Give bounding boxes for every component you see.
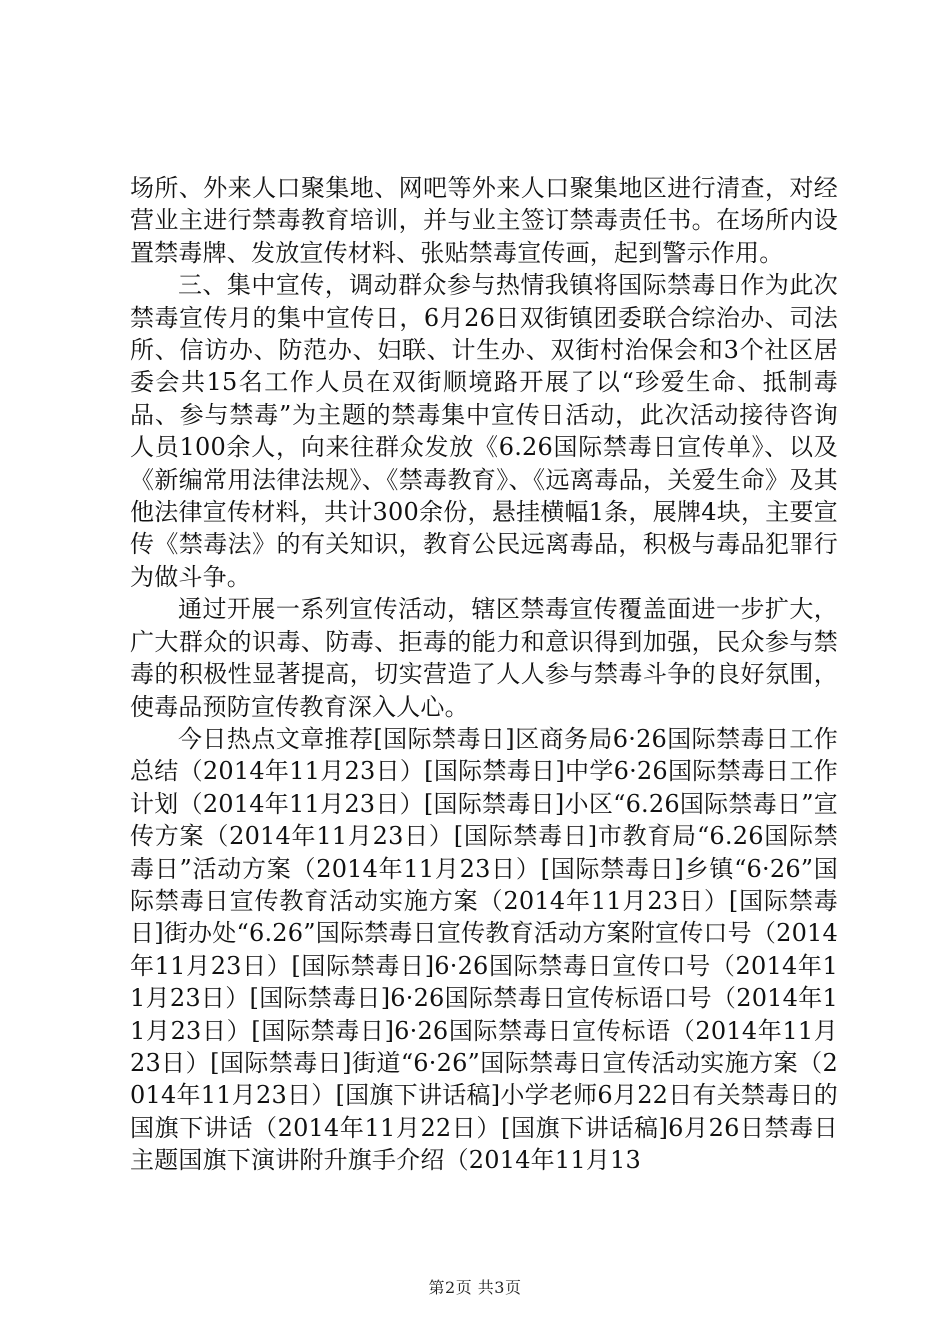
- paragraph-2: 三、集中宣传，调动群众参与热情我镇将国际禁毒日作为此次禁毒宣传月的集中宣传日，6月26日双街镇团委联合综治办、司法所、信访办、防范办、妇联、计生办、双街村治保会和3个社区居委会共15名工作人员在双街顺境路开展了以“珍爱生命、抵制毒品、参与禁毒”为主题的禁毒集中宣传日活动，此次活动接待咨询人员100余人，向来往群众发放《6.26国际禁毒日宣传单》、以及《新编常用法律法规》、《禁毒教育》、《远离毒品，关爱生命》及其他法律宣传材料，共计300余份，悬挂横幅1条，展牌4块，主要宣传《禁毒法》的有关知识，教育公民远离毒品，积极与毒品犯罪行为做斗争。: [130, 271, 838, 591]
- paragraph-1: 场所、外来人口聚集地、网吧等外来人口聚集地区进行清查，对经营业主进行禁毒教育培训，并与业主签订禁毒责任书。在场所内设置禁毒牌、发放宣传材料、张贴禁毒宣传画，起到警示作用。: [130, 174, 838, 267]
- document-body: [130, 172, 838, 1177]
- page-number-footer: 第2页 共3页: [428, 1278, 522, 1297]
- paragraph-4-related-articles: 今日热点文章推荐[国际禁毒日]区商务局6·26国际禁毒日工作总结（2014年11月23日）[国际禁毒日]中学6·26国际禁毒日工作计划（2014年11月23日）[国际禁毒日]小区“6.26国际禁毒日”宣传方案（2014年11月23日）[国际禁毒日]市教育局“6.26国际禁毒日”活动方案（2014年11月23日）[国际禁毒日]乡镇“6·26”国际禁毒日宣传教育活动实施方案（2014年11月23日）[国际禁毒日]街办处“6.26”国际禁毒日宣传教育活动方案附宣传口号（2014年11月23日）[国际禁毒日]6·26国际禁毒日宣传口号（2014年11月23日）[国际禁毒日]6·26国际禁毒日宣传标语口号（2014年11月23日）[国际禁毒日]6·26国际禁毒日宣传标语（2014年11月23日）[国际禁毒日]街道“6·26”国际禁毒日宣传活动实施方案（2014年11月23日）[国旗下讲话稿]小学老师6月22日有关禁毒日的国旗下讲话（2014年11月22日）[国旗下讲话稿]6月26日禁毒日主题国旗下演讲附升旗手介绍（2014年11月13: [130, 724, 838, 1175]
- paragraph-3: 通过开展一系列宣传活动，辖区禁毒宣传覆盖面进一步扩大，广大群众的识毒、防毒、拒毒的能力和意识得到加强，民众参与禁毒的积极性显著提高，切实营造了人人参与禁毒斗争的良好氛围，使毒品预防宣传教育深入人心。: [130, 595, 838, 721]
